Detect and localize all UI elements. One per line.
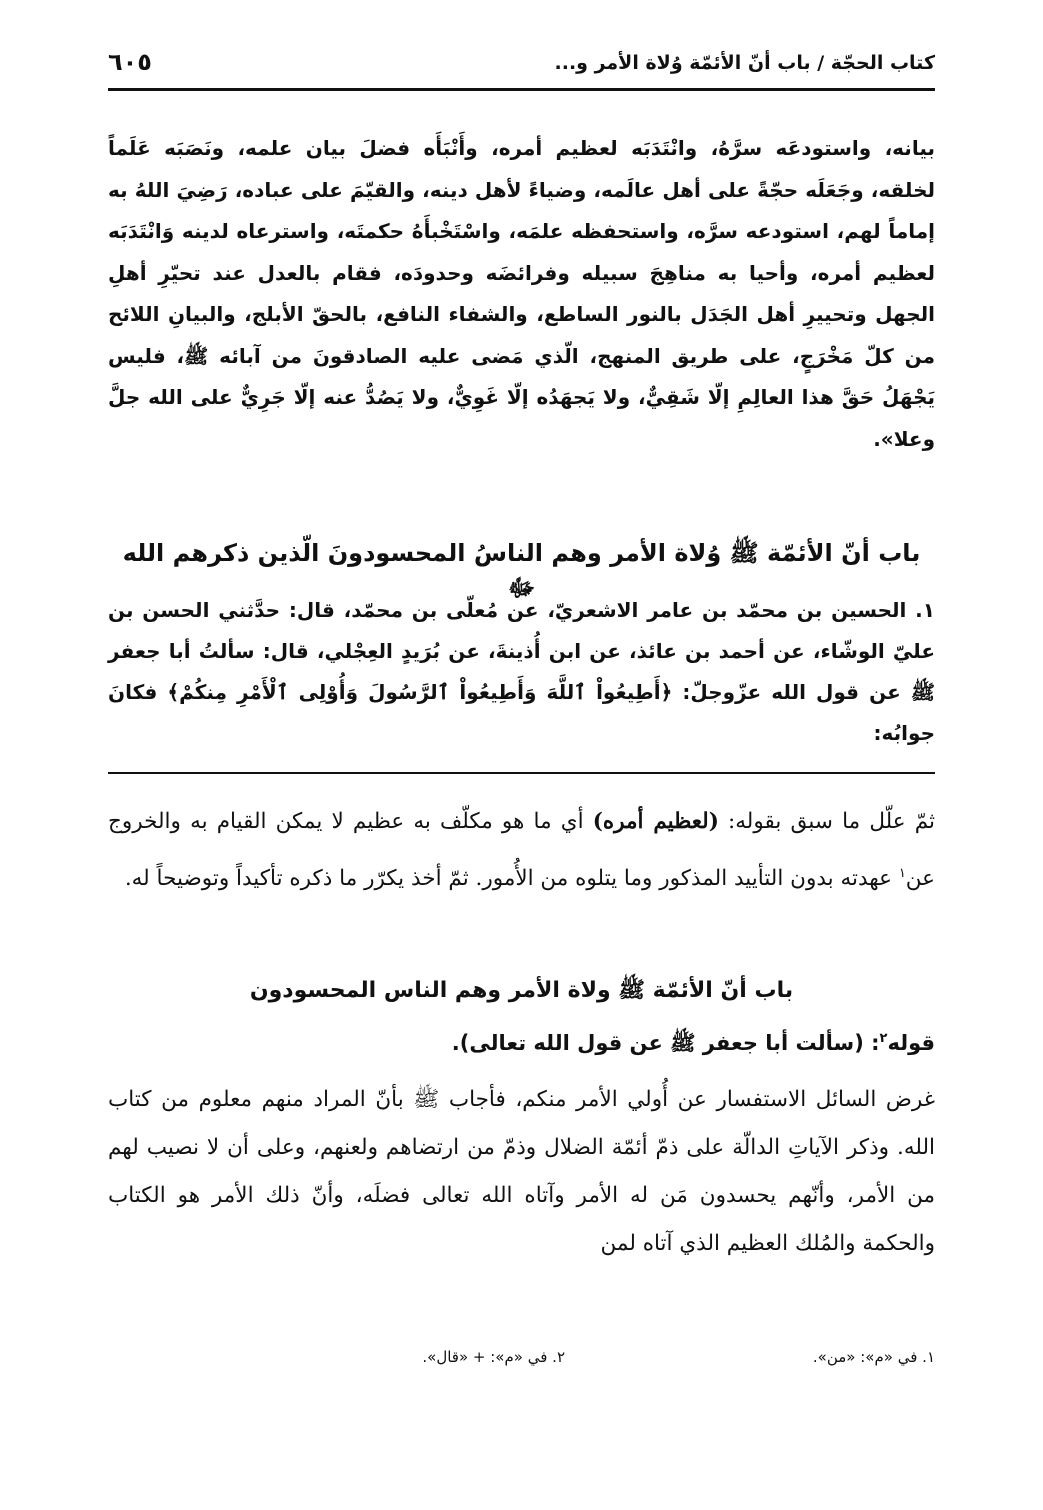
running-header [108, 44, 935, 84]
commentary-paragraph [108, 796, 935, 905]
quote-label: قوله [887, 1031, 935, 1055]
running-title: كتاب الحجّة / باب أنّ الأئمّة وُلاة الأمر و... [554, 52, 935, 74]
hadith-text: ١. الحسين بن محمّد بن عامر الاشعريّ، عن مُعلّى بن محمّد، قال: حدَّثني الحسن بن عليّ الوشّاء، عن أحمد بن عائذ، عن ابن أُذينةَ، عن بُرَيدٍ العِجْلي، قال: سألتُ أبا جعفر ﷺ عن قول الله عزّوجلّ: ﴿أَطِيعُواْ ٱللَّهَ وَأَطِيعُواْ ٱلرَّسُولَ وَأُوْلِى ٱلْأَمْرِ مِنكُمْ﴾ فكانَ جوابُه: [108, 598, 935, 745]
page-number: ٦٠٥ [108, 48, 152, 76]
commentary-quote-line [108, 1030, 935, 1061]
footnote-marker: ٢ [879, 1031, 888, 1046]
commentary-body: غرض السائل الاستفسار عن أُولي الأمر منكم، فأجاب ﷺ بأنّ المراد منهم معلوم من كتاب الله. وذكر الآياتِ الدالّة على ذمّ أئمّة الضلال وذمّ من ارتضاهم ولعنهم، وعلى أن لا نصيب لهم من الأمر، وأنّهم يحسدون مَن له الأمر وآتاه الله تعالى فضلَه، وأنّ ذلك الأمر هو الكتاب والحكمة والمُلك العظيم الذي آتاه لمن [108, 1087, 935, 1256]
commentary-text: ثمّ علّل ما سبق بقوله: [718, 809, 935, 834]
commentary-text: عهدته بدون التأييد المذكور وما يتلوه من الأُمور. ثمّ أخذ يكرّر ما ذكره تأكيداً وتوضيحاً له. [124, 866, 899, 892]
footnote-1: ١. في «م»: «من». [812, 1348, 935, 1366]
commentary-separator [108, 772, 935, 774]
footnotes [108, 1348, 935, 1378]
footnote-marker: ١ [898, 866, 906, 881]
main-text-paragraph: بيانه، واستودعَه سرَّهُ، وانْتَدَبَه لعظيم أمره، وأَنْبَأَه فضلَ بيان علمه، ونَصَبَه عَلَماً لخلقه، وجَعَلَه حجّةً على أهل عالَمه، وضياءً لأهل دينه، والقيّمَ على عباده، رَضِيَ اللهُ به إماماً لهم، استودعه سرَّه، واستحفظه علمَه، واسْتَخْبأَهُ حكمتَه، واسترعاه لدينه وَانْتَدَبَه لعظيم أمره، وأحيا به مناهِجَ سبيله وفرائضَه وحدودَه، فقام بالعدل عند تحيّرِ أهلِ الجهل وتحييرِ أهل الجَدَل بالنور الساطع، والشفاء النافع، بالحقّ الأبلج، والبيانِ اللائح من كلّ مَخْرَجٍ، على طريق المنهج، الّذي مَضى عليه الصادقونَ من آبائه ﷺ، فليس يَجْهَلُ حَقَّ هذا العالِمِ إلّا شَقِيٌّ، ولا يَجهَدُه إلّا غَوِيٌّ، ولا يَصُدُّ عنه إلّا جَرِيٌّ على الله جلَّ وعلا». [108, 136, 935, 451]
commentary-quoted-phrase: (لعظيم أمره) [592, 809, 719, 834]
footnote-2: ٢. في «م»: + «قال». [422, 1348, 565, 1366]
quote-text: : (سألت أبا جعفر ﷺ عن قول الله تعالى). [451, 1031, 880, 1055]
chapter-title: باب أنّ الأئمّة ﷺ وُلاة الأمر وهم الناسُ المحسودونَ الّذين ذكرهم الله ﷻ [122, 539, 921, 602]
header-rule [108, 88, 935, 91]
commentary-heading: باب أنّ الأئمّة ﷺ ولاة الأمر وهم الناس المحسودون [249, 978, 794, 1003]
commentary-text: أي ما هو مكلّف به عظيم لا يمكن القيام به والخروج عن [108, 809, 935, 892]
